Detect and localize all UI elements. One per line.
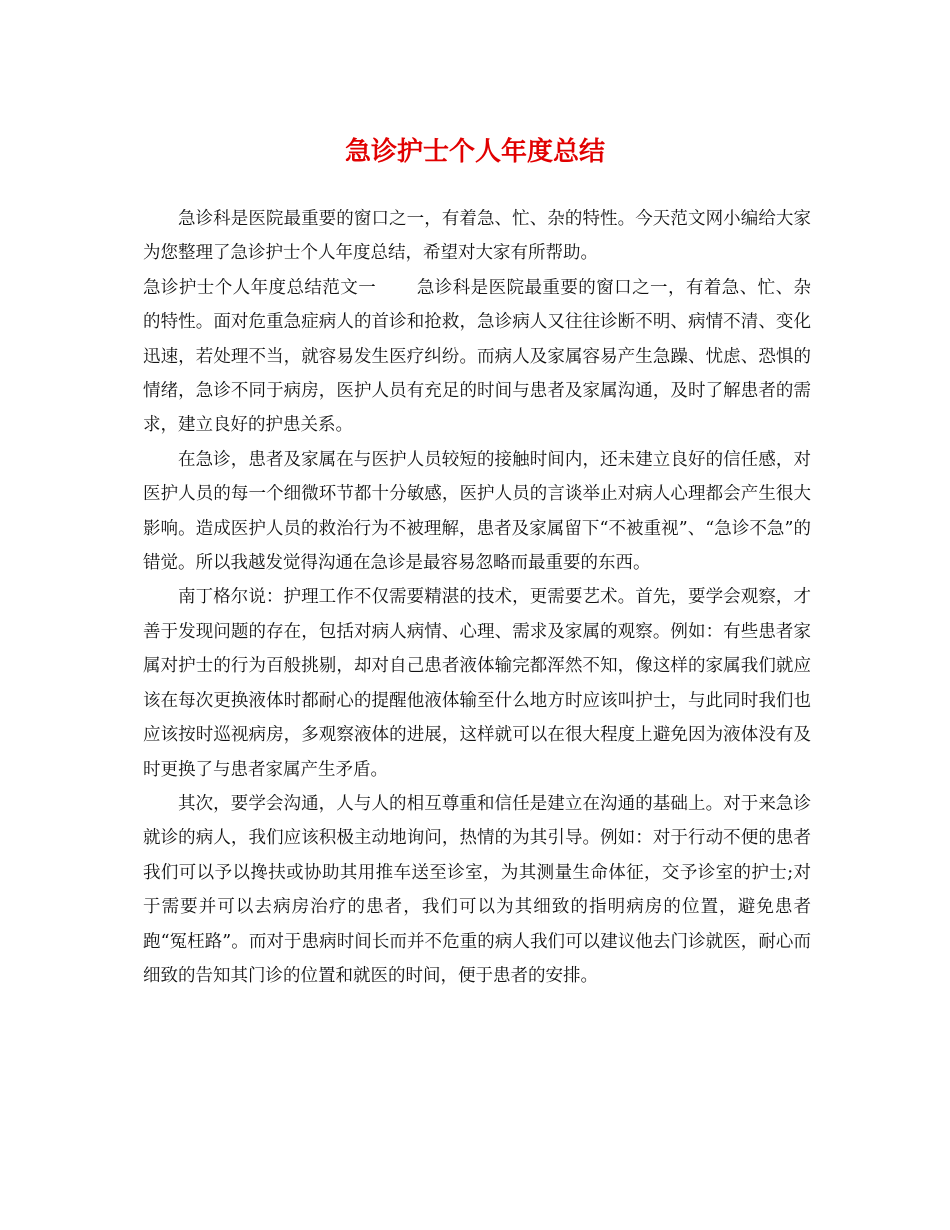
document-body bbox=[143, 202, 811, 993]
body-paragraph-2: 南丁格尔说：护理工作不仅需要精湛的技术，更需要艺术。首先，要学会观察，才善于发现问题的存在，包括对病人病情、心理、需求及家属的观察。例如：有些患者家属对护士的行为百般挑剔，却对自己患者液体输完都浑然不知，像这样的家属我们就应该在每次更换液体时都耐心的提醒他液体输至什么地方时应该叫护士，与此同时我们也应该按时巡视病房，多观察液体的进展，这样就可以在很大程度上避免因为液体没有及时更换了与患者家属产生矛盾。 bbox=[143, 587, 811, 780]
section-label: 急诊护士个人年度总结范文一 bbox=[143, 277, 377, 298]
body-paragraph-3: 其次，要学会沟通，人与人的相互尊重和信任是建立在沟通的基础上。对于来急诊就诊的病人，我们应该积极主动地询问，热情的为其引导。例如：对于行动不便的患者我们可以予以搀扶或协助其用推车送至诊室，为其测量生命体征，交予诊室的护士;对于需要并可以去病房治疗的患者，我们可以为其细致的指明病房的位置，避免患者跑“冤枉路”。而对于患病时间长而并不危重的病人我们可以建议他去门诊就医，耐心而细致的告知其门诊的位置和就医的时间，便于患者的安排。 bbox=[143, 793, 811, 986]
section-first-paragraph-text: 急诊科是医院最重要的窗口之一，有着急、忙、杂的特性。面对危重急症病人的首诊和抢救，急诊病人又往往诊断不明、病情不清、变化迅速，若处理不当，就容易发生医疗纠纷。而病人及家属容易产生急躁、忧虑、恐惧的情绪，急诊不同于病房，医护人员有充足的时间与患者及家属沟通，及时了解患者的需求，建立良好的护患关系。 bbox=[143, 277, 812, 436]
section-first-paragraph bbox=[143, 271, 811, 443]
body-paragraph-1: 在急诊，患者及家属在与医护人员较短的接触时间内，还未建立良好的信任感，对医护人员的每一个细微环节都十分敏感，医护人员的言谈举止对病人心理都会产生很大影响。造成医护人员的救治行为不被理解，患者及家属留下“不被重视”、“急诊不急”的错觉。所以我越发觉得沟通在急诊是最容易忽略而最重要的东西。 bbox=[143, 449, 811, 574]
document-title: 急诊护士个人年度总结 bbox=[344, 137, 605, 167]
intro-paragraph: 急诊科是医院最重要的窗口之一，有着急、忙、杂的特性。今天范文网小编给大家为您整理了急诊护士个人年度总结，希望对大家有所帮助。 bbox=[143, 209, 811, 264]
